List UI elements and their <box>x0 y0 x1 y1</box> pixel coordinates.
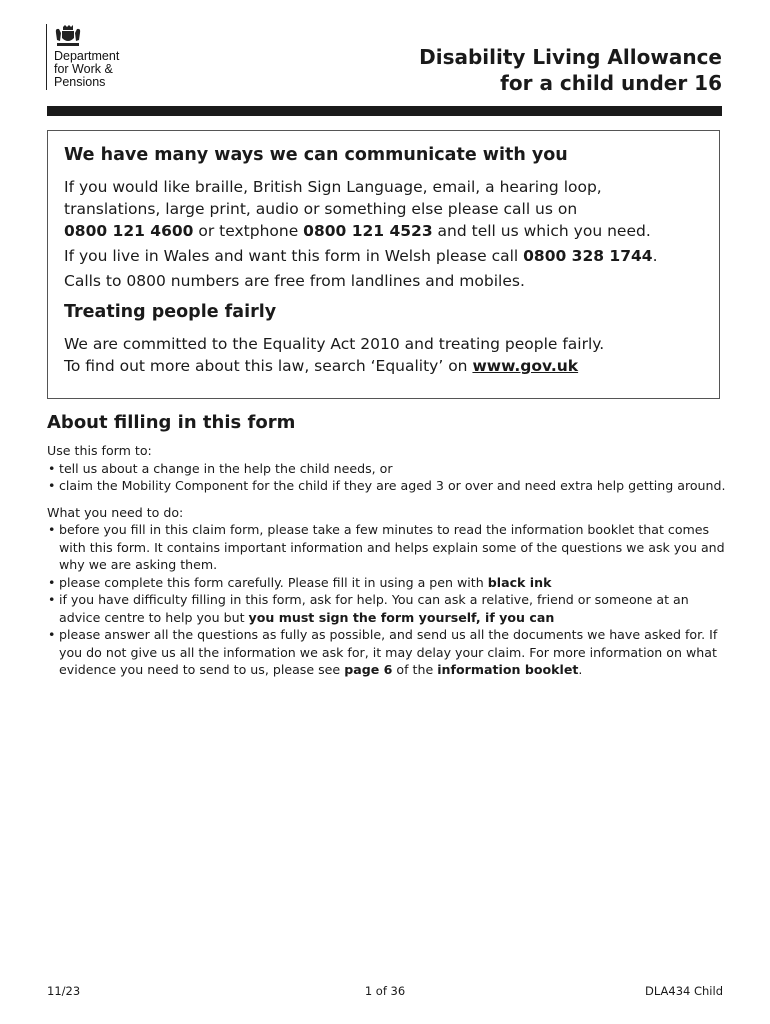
form-title <box>419 44 722 96</box>
footer-form-code: DLA434 Child <box>644 984 723 998</box>
communicate-paragraph <box>64 176 703 242</box>
logo-line-1: Department <box>54 49 120 63</box>
use-item: • tell us about a change in the help the child needs, or <box>47 460 727 478</box>
fairly-line-1: We are committed to the Equality Act 2010 and treating people fairly. <box>64 335 605 353</box>
communicate-heading: We have many ways we can communicate with you <box>64 145 568 165</box>
tell-us-text: and tell us which you need. <box>432 222 651 240</box>
need-list <box>47 521 727 679</box>
need-item-3 <box>47 591 727 626</box>
or-textphone-text: or textphone <box>193 222 304 240</box>
fairly-paragraph <box>64 333 703 377</box>
communication-box <box>47 130 720 399</box>
royal-crest-icon <box>54 24 82 48</box>
textphone-number: 0800 121 4523 <box>303 222 433 240</box>
booklet-ref-text: information booklet <box>437 662 579 677</box>
need-item-2-text: please complete this form carefully. Please fill it in using a pen with <box>59 574 488 590</box>
need-intro: What you need to do: <box>47 504 184 520</box>
wales-end: . <box>652 247 658 265</box>
communicate-line-2: translations, large print, audio or something else please call us on <box>64 200 578 218</box>
dwp-logo <box>46 24 119 90</box>
footer-date: 11/23 <box>47 984 81 998</box>
page-ref-text: page 6 <box>344 662 393 677</box>
logo-line-3: Pensions <box>54 75 106 89</box>
calls-free-text: Calls to 0800 numbers are free from landlines and mobiles. <box>64 272 525 290</box>
fairly-line-2: To find out more about this law, search ‘Equality’ on <box>64 357 473 375</box>
need-item-4-text: please answer all the questions as fully as possible, and send us all the documents we have asked for. If you do not give us all the information we ask for, it may delay your claim. For more information on what evidence you need to send to us, please see <box>59 627 718 677</box>
need-item-3-text: if you have difficulty filling in this form, ask for help. You can ask a relative, friend or someone at an advice centre to help you but <box>59 592 689 625</box>
black-ink-text: black ink <box>487 574 552 590</box>
wales-paragraph <box>64 245 703 267</box>
communicate-line-1: If you would like braille, British Sign Language, email, a hearing loop, <box>64 178 602 196</box>
use-item: • claim the Mobility Component for the child if they are aged 3 or over and need extra help getting around. <box>47 477 727 495</box>
fairly-heading: Treating people fairly <box>64 302 277 322</box>
wales-phone-number: 0800 328 1744 <box>523 247 653 265</box>
phone-number: 0800 121 4600 <box>64 222 194 240</box>
sign-form-text: you must sign the form yourself, if you can <box>248 609 555 625</box>
logo-line-2: for Work & <box>54 62 113 76</box>
footer-page-number: 1 of 36 <box>364 984 406 998</box>
header-rule <box>47 106 722 116</box>
about-section <box>47 411 727 688</box>
need-item-4 <box>47 626 727 679</box>
use-intro: Use this form to: <box>47 443 152 458</box>
wales-text: If you live in Wales and want this form in Welsh please call <box>64 247 524 265</box>
gov-uk-link[interactable]: www.gov.uk <box>472 357 579 375</box>
need-item-4-end: . <box>578 662 583 677</box>
form-title-line-1: Disability Living Allowance <box>419 45 722 69</box>
about-heading: About filling in this form <box>47 412 296 433</box>
use-list <box>47 460 727 495</box>
need-item-4-mid: of the <box>392 662 438 677</box>
need-item-2 <box>47 574 727 592</box>
form-title-line-2: for a child under 16 <box>500 71 722 95</box>
need-item-1: • before you fill in this claim form, please take a few minutes to read the information booklet that comes with this form. It contains important information and helps explain some of the questions we ask you and why we are asking them. <box>47 521 727 574</box>
